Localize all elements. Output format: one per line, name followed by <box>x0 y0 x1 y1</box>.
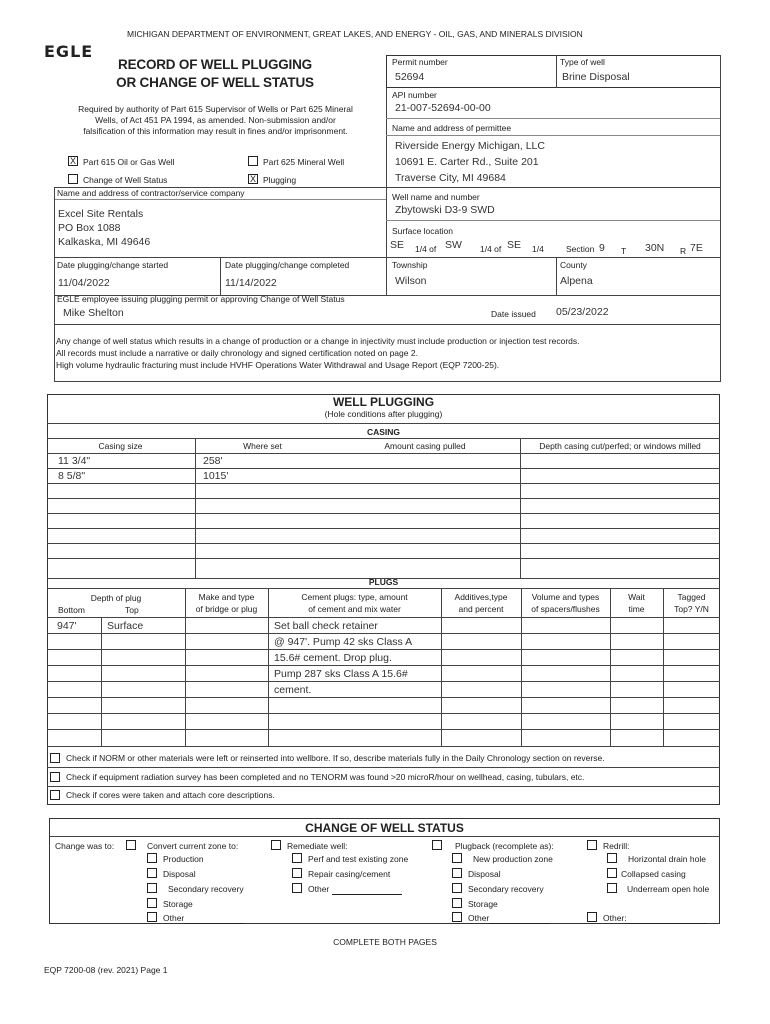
casing-size-header: Casing size <box>98 441 143 451</box>
well-name-value[interactable]: Zbytowski D3-9 SWD <box>395 204 495 216</box>
date-completed-value[interactable]: 11/14/2022 <box>225 277 277 289</box>
cement-line-4[interactable]: Pump 287 sks Class A 15.6# <box>274 668 408 680</box>
date-issued-value[interactable]: 05/23/2022 <box>556 306 609 318</box>
amount-pulled-header: Amount casing pulled <box>384 441 466 451</box>
convert-label: Convert current zone to: <box>147 841 239 851</box>
plugback-secondary-checkbox[interactable] <box>452 883 462 893</box>
permittee-line2[interactable]: 10691 E. Carter Rd., Suite 201 <box>395 156 539 168</box>
redrill-underream-checkbox[interactable] <box>607 883 617 893</box>
notice-line1: Any change of well status which results in a change of production or a change in injectivity must include production or injection test records. <box>56 336 580 346</box>
norm-checkbox[interactable] <box>50 753 60 763</box>
township-no[interactable]: 30N <box>645 242 665 254</box>
notice-line3: High volume hydraulic fracturing must include HVHF Operations Water Withdrawal and Usage Report (EQP 7200-25). <box>56 360 500 370</box>
permit-value[interactable]: 52694 <box>395 71 425 83</box>
plugs-title: PLUGS <box>368 577 399 587</box>
wait-header-2: time <box>628 604 645 614</box>
surface-label: Surface location <box>392 226 453 236</box>
cement-header-2: of cement and mix water <box>308 604 401 614</box>
cement-header-1: Cement plugs: type, amount <box>301 592 408 602</box>
date-started-label: Date plugging/change started <box>57 260 169 270</box>
plugback-label: Plugback (recomplete as): <box>455 841 554 851</box>
radiation-checkbox[interactable] <box>50 772 60 782</box>
well-type-value[interactable]: Brine Disposal <box>562 71 630 83</box>
employee-label: EGLE employee issuing plugging permit or approving Change of Well Status <box>57 294 345 304</box>
convert-storage-checkbox[interactable] <box>147 898 157 908</box>
remediate-perf-checkbox[interactable] <box>292 853 302 863</box>
additives-header-2: and percent <box>458 604 504 614</box>
form-title-line1: RECORD OF WELL PLUGGING <box>118 57 312 72</box>
remediate-perf-label: Perf and test existing zone <box>308 854 409 864</box>
redrill-collapsed-checkbox[interactable] <box>607 868 617 878</box>
part625-checkbox[interactable] <box>248 156 258 166</box>
plug-bottom-value[interactable]: 947' <box>57 620 77 632</box>
complete-both-pages: COMPLETE BOTH PAGES <box>333 937 437 947</box>
surface-q2-suffix: 1/4 of <box>480 244 502 254</box>
cores-check-text: Check if cores were taken and attach core descriptions. <box>66 790 275 800</box>
cement-line-2[interactable]: @ 947'. Pump 42 sks Class A <box>274 636 413 648</box>
county-label: County <box>560 260 587 270</box>
change-status-checkbox[interactable] <box>68 174 78 184</box>
convert-production-checkbox[interactable] <box>147 853 157 863</box>
plug-bottom-header: Bottom <box>58 605 85 615</box>
permittee-label: Name and address of permittee <box>392 123 512 133</box>
change-was-to-checkbox[interactable] <box>126 840 136 850</box>
make-header-2: of bridge or plug <box>195 604 258 614</box>
part615-checkbox[interactable]: X <box>69 156 76 166</box>
wait-header-1: Wait <box>628 592 645 602</box>
redrill-underream-label: Underream open hole <box>627 884 710 894</box>
plug-depth-header: Depth of plug <box>90 593 142 603</box>
plugback-new-checkbox[interactable] <box>452 853 462 863</box>
casing-row2-where[interactable]: 1015' <box>203 470 229 482</box>
agency-header: MICHIGAN DEPARTMENT OF ENVIRONMENT, GREAT LAKES, AND ENERGY - OIL, GAS, AND MINERALS DIVISION <box>127 29 583 39</box>
redrill-label: Redrill: <box>603 841 630 851</box>
casing-title: CASING <box>366 427 401 437</box>
volume-header-2: of spacers/flushes <box>531 604 600 614</box>
cement-line-3[interactable]: 15.6# cement. Drop plug. <box>274 652 392 664</box>
egle-logo: EGLE <box>44 42 94 61</box>
surface-q1-suffix: 1/4 of <box>415 244 437 254</box>
redrill-collapsed-label: Collapsed casing <box>621 869 686 879</box>
remediate-repair-label: Repair casing/cement <box>308 869 391 879</box>
convert-secondary-label: Secondary recovery <box>168 884 244 894</box>
permittee-line1[interactable]: Riverside Energy Michigan, LLC <box>395 140 545 152</box>
contractor-line2[interactable]: PO Box 1088 <box>58 222 121 234</box>
plugging-label: Plugging <box>263 175 297 185</box>
well-name-label: Well name and number <box>392 192 480 202</box>
radiation-check-text: Check if equipment radiation survey has been completed and no TENORM was found >20 microR/hour on wellhead, casing, tubulars, etc. <box>66 772 585 782</box>
norm-check-text: Check if NORM or other materials were left or reinserted into wellbore. If so, describe materials fully in the Daily Chronology section on reverse. <box>66 753 605 763</box>
remediate-other-checkbox[interactable] <box>292 883 302 893</box>
redrill-other-label: Other: <box>603 913 707 924</box>
redrill-horizontal-checkbox[interactable] <box>607 853 617 863</box>
form-footer: EQP 7200-08 (rev. 2021) Page 1 <box>44 965 168 975</box>
change-was-to-label: Change was to: <box>55 841 115 851</box>
plug-top-value[interactable]: Surface <box>107 620 144 632</box>
permit-label: Permit number <box>392 57 448 67</box>
plugging-subtitle: (Hole conditions after plugging) <box>324 409 443 419</box>
plugback-other-label: Other <box>468 913 549 924</box>
remediate-label: Remediate well: <box>287 841 348 851</box>
r-label: R <box>680 246 687 256</box>
status-title: CHANGE OF WELL STATUS <box>305 821 464 835</box>
convert-disposal-label: Disposal <box>163 869 196 879</box>
where-set-header: Where set <box>243 441 282 451</box>
plugging-title: WELL PLUGGING <box>332 395 435 409</box>
surface-q3[interactable]: SE <box>507 239 522 251</box>
convert-other-checkbox[interactable] <box>147 912 157 922</box>
section-value[interactable]: 9 <box>599 242 605 254</box>
part615-label: Part 615 Oil or Gas Well <box>83 157 175 167</box>
cores-checkbox[interactable] <box>50 790 60 800</box>
remediate-repair-checkbox[interactable] <box>292 868 302 878</box>
remediate-checkbox[interactable] <box>271 840 281 850</box>
surface-q2[interactable]: SW <box>445 239 462 251</box>
plugback-disposal-label: Disposal <box>468 869 501 879</box>
surface-q1[interactable]: SE <box>390 239 405 251</box>
convert-other-label: Other <box>163 913 244 924</box>
tagged-header-1: Tagged <box>677 592 706 602</box>
redrill-horizontal-label: Horizontal drain hole <box>628 854 706 864</box>
change-status-label: Change of Well Status <box>83 175 168 185</box>
part625-label: Part 625 Mineral Well <box>263 157 345 167</box>
form-title-line2: OR CHANGE OF WELL STATUS <box>116 75 314 90</box>
authority-line3: falsification of this information may result in fines and/or imprisonment. <box>83 126 348 136</box>
plugback-storage-label: Storage <box>468 899 498 909</box>
api-label: API number <box>392 90 437 100</box>
plug-top-header: Top <box>125 605 139 615</box>
depth-cut-header: Depth casing cut/perfed; or windows milled <box>539 441 701 451</box>
range-value[interactable]: 7E <box>690 242 703 254</box>
authority-line1: Required by authority of Part 615 Supervisor of Wells or Part 625 Mineral <box>78 104 353 114</box>
additives-header-1: Additives,type <box>454 592 508 602</box>
plugback-disposal-checkbox[interactable] <box>452 868 462 878</box>
plugback-new-label: New production zone <box>473 854 553 864</box>
casing-row1-where[interactable]: 258' <box>203 455 223 467</box>
contractor-line3[interactable]: Kalkaska, MI 49646 <box>58 236 151 248</box>
plugback-checkbox[interactable] <box>432 840 442 850</box>
tagged-header-2: Top? Y/N <box>674 604 709 614</box>
township-value[interactable]: Wilson <box>395 275 427 287</box>
casing-row1-size[interactable]: 11 3/4" <box>58 455 91 467</box>
employee-value[interactable]: Mike Shelton <box>63 307 124 319</box>
well-type-label: Type of well <box>560 57 605 67</box>
surface-q3-suffix: 1/4 <box>532 244 544 254</box>
t-label: T <box>621 246 627 256</box>
casing-row2-size[interactable]: 8 5/8" <box>58 470 86 482</box>
date-completed-label: Date plugging/change completed <box>225 260 350 270</box>
api-value[interactable]: 21-007-52694-00-00 <box>395 102 491 114</box>
plugback-other-checkbox[interactable] <box>452 912 462 922</box>
date-started-value[interactable]: 11/04/2022 <box>58 277 110 289</box>
remediate-other-label: Other <box>308 884 402 895</box>
cement-line-5[interactable]: cement. <box>274 684 312 696</box>
section-label: Section <box>566 244 595 254</box>
permittee-line3[interactable]: Traverse City, MI 49684 <box>395 172 506 184</box>
date-issued-label: Date issued <box>491 309 536 319</box>
redrill-checkbox[interactable] <box>587 840 597 850</box>
notice-line2: All records must include a narrative or daily chronology and signed certification noted on page 2. <box>56 348 418 358</box>
county-value[interactable]: Alpena <box>560 275 593 287</box>
convert-secondary-checkbox[interactable] <box>147 883 157 893</box>
authority-line2: Wells, of Act 451 PA 1994, as amended. Non-submission and/or <box>95 115 336 125</box>
convert-disposal-checkbox[interactable] <box>147 868 157 878</box>
plugging-checkbox[interactable]: X <box>249 174 256 184</box>
redrill-other-checkbox[interactable] <box>587 912 597 922</box>
convert-storage-label: Storage <box>163 899 193 909</box>
township-label: Township <box>392 260 428 270</box>
make-header-1: Make and type <box>198 592 255 602</box>
plugback-storage-checkbox[interactable] <box>452 898 462 908</box>
contractor-label: Name and address of contractor/service company <box>57 188 245 198</box>
cement-line-1[interactable]: Set ball check retainer <box>274 620 378 632</box>
plugback-secondary-label: Secondary recovery <box>468 884 544 894</box>
contractor-line1[interactable]: Excel Site Rentals <box>58 208 144 220</box>
convert-production-label: Production <box>163 854 204 864</box>
volume-header-1: Volume and types <box>531 592 600 602</box>
